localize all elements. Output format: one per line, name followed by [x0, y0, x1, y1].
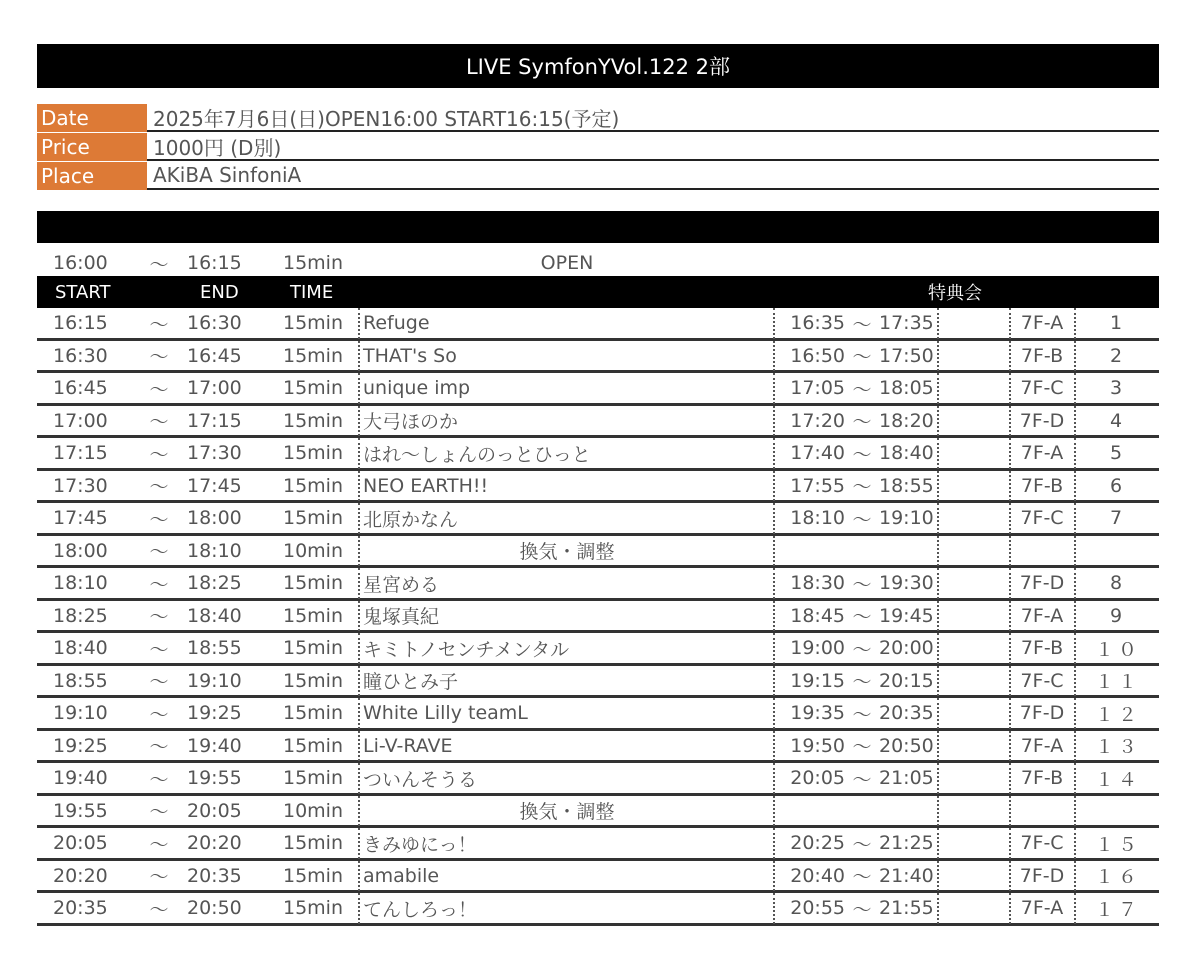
dotted-divider: [1074, 763, 1076, 794]
dotted-divider: [1009, 373, 1011, 404]
dotted-divider: [1009, 438, 1011, 469]
schedule-table: [37, 308, 1159, 926]
duration: 15min: [283, 572, 344, 595]
dotted-divider: [1074, 601, 1076, 632]
room: 7F-B: [1020, 637, 1064, 660]
break-label: 換気・調整: [519, 541, 615, 564]
table-row: [37, 861, 1159, 894]
dotted-divider: [1009, 503, 1011, 534]
tokutenkai-end: 21:40: [879, 864, 934, 887]
tilde: ～: [149, 736, 169, 759]
start-time: 17:45: [53, 507, 108, 530]
performer-name: White Lilly teamL: [363, 702, 528, 725]
duration: 15min: [283, 507, 344, 530]
end-time: 18:00: [187, 507, 242, 530]
start-time: 18:00: [53, 539, 108, 562]
end-time: 20:35: [187, 864, 242, 887]
page-title: LIVE SymfonYVol.122 2部: [37, 44, 1159, 88]
dotted-divider: [1009, 763, 1011, 794]
dotted-divider: [1009, 666, 1011, 697]
tilde: ～: [149, 833, 169, 856]
end-time: 17:45: [187, 474, 242, 497]
dotted-divider: [937, 308, 939, 339]
tilde: ～: [149, 313, 169, 336]
dotted-divider: [1009, 633, 1011, 664]
room: 7F-C: [1020, 669, 1064, 692]
tilde: ～: [149, 378, 169, 401]
dotted-divider: [1009, 341, 1011, 372]
dotted-divider: [937, 763, 939, 794]
end-time: 20:20: [187, 832, 242, 855]
table-row: [37, 568, 1159, 601]
dotted-divider: [937, 601, 939, 632]
order-number: 2: [1109, 344, 1127, 367]
order-number: １１: [1094, 671, 1141, 694]
dotted-divider: [1009, 308, 1011, 339]
dotted-divider: [1074, 633, 1076, 664]
tilde: ～: [149, 768, 169, 791]
tilde: ～: [149, 346, 169, 369]
performer-name: はれ～しょんのっとひっと: [363, 443, 591, 466]
duration: 15min: [283, 312, 344, 335]
order-number: １３: [1094, 736, 1141, 759]
tilde: ～: [852, 378, 872, 401]
duration: 10min: [283, 539, 344, 562]
duration: 15min: [283, 702, 344, 725]
tilde: ～: [852, 346, 872, 369]
table-row: [37, 471, 1159, 504]
tokutenkai-start: 19:35: [790, 702, 845, 725]
order-number: １２: [1094, 703, 1141, 726]
duration: 15min: [283, 442, 344, 465]
info-label: Date: [37, 104, 147, 132]
break-label: 換気・調整: [519, 801, 615, 824]
open-label: OPEN: [540, 252, 594, 274]
table-row: [37, 666, 1159, 699]
room: 7F-D: [1019, 864, 1065, 887]
start-time: 19:10: [53, 702, 108, 725]
tilde: ～: [852, 671, 872, 694]
dotted-divider: [1009, 536, 1011, 567]
info-row-place: [37, 162, 1159, 190]
order-number: 6: [1109, 474, 1127, 497]
dotted-divider: [1074, 698, 1076, 729]
room: 7F-D: [1019, 702, 1065, 725]
start-time: 17:00: [53, 409, 108, 432]
tilde: ～: [149, 638, 169, 661]
tokutenkai-end: 20:35: [879, 702, 934, 725]
end-time: 19:10: [187, 669, 242, 692]
performer-name: Refuge: [363, 312, 430, 335]
tokutenkai-end: 21:25: [879, 832, 934, 855]
header-time: TIME: [290, 281, 334, 303]
tokutenkai-start: 18:30: [790, 572, 845, 595]
room: 7F-C: [1020, 507, 1064, 530]
tilde: ～: [852, 443, 872, 466]
order-number: 5: [1109, 442, 1127, 465]
tokutenkai-end: 21:05: [879, 767, 934, 790]
dotted-divider: [1009, 731, 1011, 762]
tokutenkai-start: 18:45: [790, 604, 845, 627]
end-time: 20:50: [187, 897, 242, 920]
tokutenkai-end: 18:05: [879, 377, 934, 400]
duration: 15min: [283, 669, 344, 692]
duration: 15min: [283, 897, 344, 920]
table-row: [37, 308, 1159, 341]
duration: 15min: [283, 604, 344, 627]
tokutenkai-start: 20:05: [790, 767, 845, 790]
dotted-divider: [937, 633, 939, 664]
table-row: [37, 601, 1159, 634]
performer-name: amabile: [363, 864, 440, 887]
dotted-divider: [937, 568, 939, 599]
info-value: AKiBA SinfoniA: [147, 162, 1159, 190]
tokutenkai-end: 19:45: [879, 604, 934, 627]
dotted-divider: [1009, 861, 1011, 892]
room: 7F-B: [1020, 344, 1064, 367]
room: 7F-A: [1020, 312, 1064, 335]
start-time: 18:25: [53, 604, 108, 627]
duration: 15min: [283, 344, 344, 367]
performer-name: Li-V-RAVE: [363, 734, 453, 757]
order-number: 9: [1109, 604, 1127, 627]
open-row: [37, 250, 1159, 276]
room: 7F-D: [1019, 572, 1065, 595]
tilde: ～: [852, 768, 872, 791]
room: 7F-A: [1020, 442, 1064, 465]
end-time: 16:30: [187, 312, 242, 335]
tokutenkai-end: 18:55: [879, 474, 934, 497]
tokutenkai-start: 19:50: [790, 734, 845, 757]
end-time: 19:55: [187, 767, 242, 790]
tokutenkai-end: 18:40: [879, 442, 934, 465]
table-row: [37, 893, 1159, 926]
dotted-divider: [937, 536, 939, 567]
dotted-divider: [1074, 731, 1076, 762]
duration: 10min: [283, 799, 344, 822]
room: 7F-D: [1019, 409, 1065, 432]
order-number: 7: [1109, 507, 1127, 530]
start-time: 20:20: [53, 864, 108, 887]
dotted-divider: [1074, 373, 1076, 404]
room: 7F-C: [1020, 377, 1064, 400]
dotted-divider: [937, 373, 939, 404]
duration: 15min: [283, 734, 344, 757]
tokutenkai-start: 16:35: [790, 312, 845, 335]
tokutenkai-start: 20:40: [790, 864, 845, 887]
performer-name: unique imp: [363, 377, 471, 400]
tokutenkai-start: 17:55: [790, 474, 845, 497]
dotted-divider: [1074, 828, 1076, 859]
table-row: [37, 341, 1159, 374]
order-number: 4: [1109, 409, 1127, 432]
dotted-divider: [1074, 503, 1076, 534]
room: 7F-A: [1020, 734, 1064, 757]
info-row-price: [37, 133, 1159, 161]
tokutenkai-start: 16:50: [790, 344, 845, 367]
tokutenkai-end: 18:20: [879, 409, 934, 432]
order-number: １７: [1094, 898, 1141, 921]
table-row: [37, 828, 1159, 861]
tilde: ～: [852, 313, 872, 336]
end-time: 17:00: [187, 377, 242, 400]
open-end: 16:15: [187, 252, 242, 274]
performer-name: キミトノセンチメンタル: [363, 638, 570, 661]
dotted-divider: [937, 796, 939, 827]
info-label: Price: [37, 133, 147, 161]
table-header: [37, 276, 1159, 308]
tokutenkai-start: 17:40: [790, 442, 845, 465]
info-row-date: [37, 104, 1159, 132]
dotted-divider: [1009, 796, 1011, 827]
info-value: 2025年7月6日(日)OPEN16:00 START16:15(予定): [147, 104, 1159, 132]
performer-name: 星宮める: [363, 573, 440, 596]
performer-name: ついんそうる: [363, 768, 478, 791]
table-row: [37, 503, 1159, 536]
end-time: 18:40: [187, 604, 242, 627]
tilde: ～: [852, 866, 872, 889]
tokutenkai-start: 17:05: [790, 377, 845, 400]
duration: 15min: [283, 864, 344, 887]
open-start: 16:00: [53, 252, 108, 274]
start-time: 19:25: [53, 734, 108, 757]
dotted-divider: [1074, 796, 1076, 827]
start-time: 20:05: [53, 832, 108, 855]
tilde: ～: [852, 476, 872, 499]
dotted-divider: [1009, 601, 1011, 632]
tilde: ～: [149, 671, 169, 694]
dotted-divider: [1009, 698, 1011, 729]
order-number: １４: [1094, 768, 1141, 791]
start-time: 19:55: [53, 799, 108, 822]
table-row: [37, 438, 1159, 471]
tilde: ～: [149, 703, 169, 726]
tilde: ～: [149, 573, 169, 596]
start-time: 18:10: [53, 572, 108, 595]
end-time: 16:45: [187, 344, 242, 367]
room: 7F-A: [1020, 897, 1064, 920]
dotted-divider: [1074, 536, 1076, 567]
tokutenkai-start: 18:10: [790, 507, 845, 530]
performer-name: 瞳ひとみ子: [363, 671, 459, 694]
end-time: 17:30: [187, 442, 242, 465]
table-row: [37, 633, 1159, 666]
tilde: ～: [852, 573, 872, 596]
tilde: ～: [149, 508, 169, 531]
end-time: 19:40: [187, 734, 242, 757]
end-time: 18:10: [187, 539, 242, 562]
tokutenkai-start: 20:55: [790, 897, 845, 920]
performer-name: 鬼塚真紀: [363, 606, 440, 629]
start-time: 17:30: [53, 474, 108, 497]
dotted-divider: [937, 471, 939, 502]
room: 7F-B: [1020, 767, 1064, 790]
header-start: START: [55, 281, 111, 303]
performer-name: THAT's So: [363, 344, 457, 367]
end-time: 19:25: [187, 702, 242, 725]
tilde: ～: [149, 801, 169, 824]
dotted-divider: [1074, 568, 1076, 599]
dotted-divider: [1009, 568, 1011, 599]
tokutenkai-end: 20:00: [879, 637, 934, 660]
dotted-divider: [937, 893, 939, 924]
dotted-divider: [1074, 666, 1076, 697]
dotted-divider: [1009, 893, 1011, 924]
open-duration: 15min: [283, 252, 344, 274]
room: 7F-B: [1020, 474, 1064, 497]
end-time: 17:15: [187, 409, 242, 432]
dotted-divider: [1074, 893, 1076, 924]
dotted-divider: [937, 503, 939, 534]
dotted-divider: [937, 828, 939, 859]
duration: 15min: [283, 767, 344, 790]
tilde: ～: [852, 898, 872, 921]
dotted-divider: [773, 536, 775, 567]
tokutenkai-end: 20:50: [879, 734, 934, 757]
performer-name: NEO EARTH!!: [363, 474, 489, 497]
end-time: 18:55: [187, 637, 242, 660]
dotted-divider: [1074, 308, 1076, 339]
tilde: ～: [149, 476, 169, 499]
tokutenkai-start: 19:00: [790, 637, 845, 660]
tokutenkai-end: 19:30: [879, 572, 934, 595]
tokutenkai-end: 21:55: [879, 897, 934, 920]
start-time: 17:15: [53, 442, 108, 465]
dotted-divider: [937, 666, 939, 697]
dotted-divider: [1074, 341, 1076, 372]
tilde: ～: [149, 411, 169, 434]
tilde: ～: [149, 541, 169, 564]
duration: 15min: [283, 637, 344, 660]
dotted-divider: [937, 861, 939, 892]
header-end: END: [200, 281, 239, 303]
performer-name: きみゆにっ！: [363, 833, 477, 856]
break-row: [37, 796, 1159, 829]
tilde: ～: [852, 736, 872, 759]
table-row: [37, 731, 1159, 764]
dotted-divider: [1074, 471, 1076, 502]
dotted-divider: [937, 341, 939, 372]
tilde: ～: [149, 898, 169, 921]
dotted-divider: [1009, 471, 1011, 502]
tilde: ～: [149, 443, 169, 466]
tilde: ～: [149, 253, 169, 276]
tilde: ～: [149, 866, 169, 889]
tokutenkai-end: 17:50: [879, 344, 934, 367]
order-number: 8: [1109, 572, 1127, 595]
start-time: 20:35: [53, 897, 108, 920]
dotted-divider: [937, 406, 939, 437]
order-number: １６: [1094, 866, 1141, 889]
start-time: 16:30: [53, 344, 108, 367]
header-tokutenkai: 特典会: [928, 283, 982, 304]
dotted-divider: [1074, 438, 1076, 469]
dotted-divider: [937, 698, 939, 729]
table-row: [37, 763, 1159, 796]
duration: 15min: [283, 377, 344, 400]
start-time: 18:55: [53, 669, 108, 692]
tilde: ～: [149, 606, 169, 629]
table-row: [37, 698, 1159, 731]
duration: 15min: [283, 474, 344, 497]
tilde: ～: [852, 703, 872, 726]
performer-name: 大弓ほのか: [363, 411, 459, 434]
table-row: [37, 406, 1159, 439]
start-time: 16:45: [53, 377, 108, 400]
tokutenkai-end: 17:35: [879, 312, 934, 335]
dotted-divider: [773, 796, 775, 827]
info-label: Place: [37, 162, 147, 190]
tokutenkai-start: 20:25: [790, 832, 845, 855]
order-number: 1: [1109, 312, 1127, 335]
break-row: [37, 536, 1159, 569]
order-number: １５: [1094, 833, 1141, 856]
performer-name: てんしろっ！: [363, 898, 478, 921]
tilde: ～: [852, 411, 872, 434]
dotted-divider: [1074, 861, 1076, 892]
order-number: 3: [1109, 377, 1127, 400]
tokutenkai-start: 19:15: [790, 669, 845, 692]
room: 7F-A: [1020, 604, 1064, 627]
tokutenkai-end: 19:10: [879, 507, 934, 530]
performer-name: 北原かなん: [363, 508, 459, 531]
dotted-divider: [937, 438, 939, 469]
section-divider-bar: [37, 211, 1159, 243]
start-time: 16:15: [53, 312, 108, 335]
start-time: 18:40: [53, 637, 108, 660]
end-time: 20:05: [187, 799, 242, 822]
dotted-divider: [937, 731, 939, 762]
tokutenkai-end: 20:15: [879, 669, 934, 692]
duration: 15min: [283, 832, 344, 855]
table-row: [37, 373, 1159, 406]
tilde: ～: [852, 638, 872, 661]
duration: 15min: [283, 409, 344, 432]
order-number: １０: [1094, 638, 1141, 661]
tilde: ～: [852, 833, 872, 856]
room: 7F-C: [1020, 832, 1064, 855]
info-value: 1000円 (D別): [147, 133, 1159, 161]
tokutenkai-start: 17:20: [790, 409, 845, 432]
start-time: 19:40: [53, 767, 108, 790]
dotted-divider: [1009, 828, 1011, 859]
dotted-divider: [1074, 406, 1076, 437]
tilde: ～: [852, 606, 872, 629]
end-time: 18:25: [187, 572, 242, 595]
tilde: ～: [852, 508, 872, 531]
dotted-divider: [1009, 406, 1011, 437]
